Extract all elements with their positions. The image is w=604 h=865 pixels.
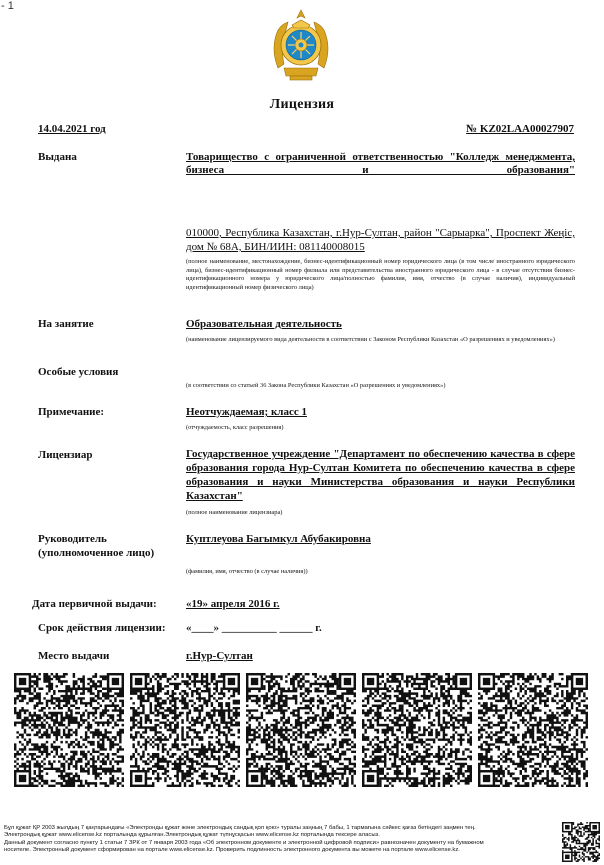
document-title: Лицензия bbox=[269, 97, 335, 112]
licensor-note: (полное наименование лицензиара) bbox=[186, 509, 283, 516]
head-note: (фамилия, имя, отчество (в случае наличия)) bbox=[186, 568, 308, 575]
footer-legal-text bbox=[4, 825, 544, 855]
head-label-line2: (уполномоченное лицо) bbox=[38, 547, 155, 559]
qr-code-4 bbox=[362, 673, 472, 787]
issued-note: (полное наименование, местонахождение, бизнес-идентификационный номер юридического лица (в том числе иностранного юридического лица), бизнес-идентификационный номер филиала или представительства иностранного юридического лица - в случае отсутствия бизнес-идентификационного номера у юридического лица/полностью фамилия, имя, отчество (в случае наличия), индивидуальный идентификационный номер физического лица) bbox=[186, 258, 575, 291]
license-number: № KZ02LAA00027907 bbox=[466, 123, 574, 135]
head-label-line1: Руководитель bbox=[38, 533, 107, 545]
place-label: Место выдачи bbox=[38, 650, 110, 662]
conditions-note: (в соответствии со статьей 36 Закона Республики Казахстан «О разрешениях и уведомлениях») bbox=[186, 382, 446, 389]
qr-code-3 bbox=[246, 673, 356, 787]
validity-value: «____» __________ ______ г. bbox=[186, 622, 322, 634]
qr-code-5 bbox=[478, 673, 588, 787]
validity-label: Срок действия лицензии: bbox=[38, 622, 166, 634]
page-corner-mark: - 1 bbox=[1, 0, 14, 12]
remark-note: (отчуждаемость, класс разрешения) bbox=[186, 424, 284, 431]
issued-address: 010000, Республика Казахстан, г.Нур-Султан, район "Сарыарка", Проспект Жеңіс, дом № 68А, БИН/ИИН: 081140008015 bbox=[186, 227, 575, 253]
qr-code-2 bbox=[130, 673, 240, 787]
issued-name: Товарищество с ограниченной ответственностью "Колледж менеджмента, бизнеса и образования" bbox=[186, 151, 575, 176]
license-date: 14.04.2021 год bbox=[38, 123, 106, 135]
footer-line-1: Бұл құжат ҚР 2003 жылдың 7 қаңтарындағы «Электронды құжат және электрондық сандық қол қою» туралы заңның 7 бабы, 1 тармағына сәйкес қағаз бетіндегі заңмен тең. bbox=[4, 825, 476, 831]
remark-label: Примечание: bbox=[38, 406, 105, 418]
activity-note: (наименование лицензируемого вида деятельности в соответствии с Законом Республики Казахстан «О разрешениях и уведомлениях») bbox=[186, 336, 555, 343]
remark-value: Неотчуждаемая; класс 1 bbox=[186, 406, 307, 418]
activity-label: На занятие bbox=[38, 318, 94, 330]
verification-qr-code bbox=[562, 822, 600, 862]
footer-line-3: Данный документ согласно пункту 1 статьи 7 ЗРК от 7 января 2003 года «Об электронном документе и электронной цифровой подписи» равнозначен документу на бумажном bbox=[4, 839, 484, 846]
activity-value: Образовательная деятельность bbox=[186, 318, 342, 330]
place-value: г.Нур-Султан bbox=[186, 650, 253, 662]
issued-label: Выдана bbox=[38, 151, 77, 163]
first-issue-value: «19» апреля 2016 г. bbox=[186, 598, 280, 610]
first-issue-label: Дата первичной выдачи: bbox=[32, 598, 157, 610]
qr-code-row bbox=[14, 673, 590, 787]
footer-line-2: Электрондық құжат www.elicense.kz порталында құрылған.Электрондық құжат түпнұсқасын www.elicense.kz порталында тексере аласыз. bbox=[4, 832, 380, 839]
licensor-label: Лицензиар bbox=[38, 449, 93, 461]
qr-code-1 bbox=[14, 673, 124, 787]
licensor-value: Государственное учреждение "Департамент по обеспечению качества в сфере образования города Нур-Султан Комитета по обеспечению качества в сфере образования и науки Министерства образования и науки Республики Казахстан" bbox=[186, 448, 575, 502]
footer-line-4: носителе. Электронный документ сформирован на портале www.elicense.kz. Проверить подлинность электронного документа вы можете на портале www.elicense.kz. bbox=[4, 847, 460, 854]
state-emblem-icon bbox=[268, 8, 334, 82]
head-value: Куптлеуова Багымкул Абубакировна bbox=[186, 533, 371, 545]
conditions-label: Особые условия bbox=[38, 366, 119, 378]
